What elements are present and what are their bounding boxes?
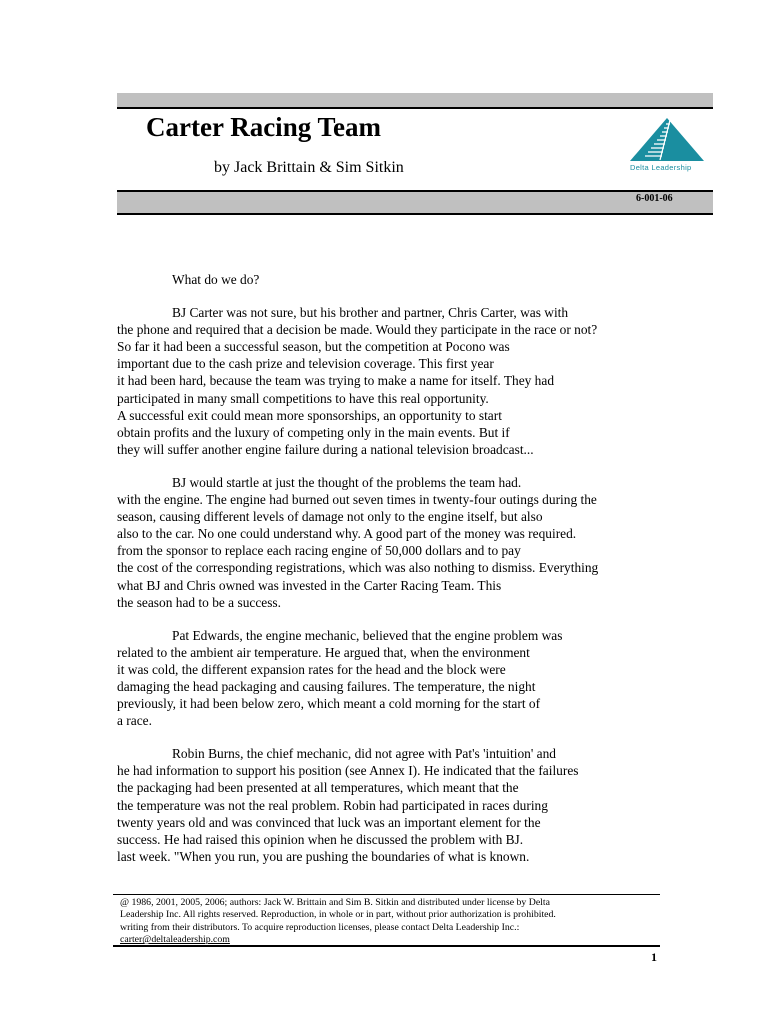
paragraph-line: So far it had been a successful season, but the competition at Pocono was [117, 339, 510, 355]
paragraph [117, 627, 683, 730]
paragraph-line: the phone and required that a decision be made. Would they participate in the race or not? [117, 322, 598, 338]
paragraph-line: twenty years old and was convinced that luck was an important element for the [117, 814, 541, 830]
header-bar-top [117, 93, 713, 109]
paragraph-line: the packaging had been presented at all temperatures, which meant that the [117, 780, 519, 796]
paragraph [117, 271, 683, 288]
paragraph-line: with the engine. The engine had burned out seven times in twenty-four outings during the [117, 492, 597, 508]
paragraph-line: important due to the cash prize and television coverage. This first year [117, 356, 494, 372]
paragraph-line: damaging the head packaging and causing failures. The temperature, the night [117, 678, 536, 694]
paragraph-line: Robin Burns, the chief mechanic, did not agree with Pat's 'intuition' and [172, 746, 556, 762]
copyright-line: writing from their distributors. To acquire reproduction licenses, please contact Delta Leadership Inc.: [120, 921, 520, 933]
paragraph-line: he had information to support his position (see Annex I). He indicated that the failures [117, 763, 579, 779]
body-text [117, 271, 683, 865]
paragraph-line: BJ would startle at just the thought of the problems the team had. [172, 474, 522, 490]
page-number: 1 [651, 950, 657, 964]
paragraph-line: it had been hard, because the team was trying to make a name for itself. They had [117, 373, 555, 389]
paragraph-gap [117, 611, 683, 627]
paragraph-line: BJ Carter was not sure, but his brother and partner, Chris Carter, was with [172, 305, 569, 321]
paragraph-line: also to the car. No one could understand why. A good part of the money was required. [117, 526, 577, 542]
footer-rule [113, 894, 660, 895]
paragraph-line: it was cold, the different expansion rates for the head and the block were [117, 661, 506, 677]
paragraph [117, 745, 683, 865]
paragraph-line: from the sponsor to replace each racing engine of 50,000 dollars and to pay [117, 543, 521, 559]
paragraph-line: A successful exit could mean more sponsorships, an opportunity to start [117, 407, 502, 423]
copyright-note [120, 897, 660, 947]
copyright-line: @ 1986, 2001, 2005, 2006; authors: Jack W. Brittain and Sim B. Sitkin and distributed under license by Delta [120, 897, 550, 908]
paragraph-line: previously, it had been below zero, which meant a cold morning for the start of [117, 696, 541, 712]
contact-email-link[interactable]: carter@deltaleadership.com [120, 934, 230, 946]
paragraph-line: last week. "When you run, you are pushing the boundaries of what is known. [117, 848, 530, 864]
paragraph-line: participated in many small competitions to have this real opportunity. [117, 390, 489, 406]
document-code: 6-001-06 [636, 193, 673, 204]
document-byline: by Jack Brittain & Sim Sitkin [214, 159, 404, 176]
paragraph-line: the temperature was not the real problem. Robin had participated in races during [117, 797, 548, 813]
document-title: Carter Racing Team [146, 112, 381, 142]
paragraph-line: the cost of the corresponding registrations, which was also nothing to dismiss. Everything [117, 560, 599, 576]
paragraph-line: a race. [117, 713, 152, 729]
paragraph [117, 474, 683, 611]
paragraph-gap [117, 458, 683, 474]
logo-wordmark: Delta Leadership [630, 163, 692, 172]
header-bar-bottom [117, 190, 713, 215]
paragraph-line: season, causing different levels of damage not only to the engine itself, but also [117, 509, 543, 525]
paragraph [117, 304, 683, 458]
paragraph-line: Pat Edwards, the engine mechanic, believed that the engine problem was [172, 627, 563, 643]
paragraph-line: What do we do? [172, 272, 260, 287]
paragraph-line: the season had to be a success. [117, 594, 281, 610]
paragraph-line: success. He had raised this opinion when he discussed the problem with BJ. [117, 831, 524, 847]
paragraph-gap [117, 288, 683, 304]
paragraph-line: what BJ and Chris owned was invested in the Carter Racing Team. This [117, 577, 502, 593]
paragraph-line: they will suffer another engine failure during a national television broadcast... [117, 441, 534, 457]
paragraph-line: obtain profits and the luxury of competing only in the main events. But if [117, 424, 510, 440]
paragraph-line: related to the ambient air temperature. He argued that, when the environment [117, 644, 530, 660]
footer-bottom-rule [113, 945, 660, 947]
copyright-line: Leadership Inc. All rights reserved. Reproduction, in whole or in part, without prior authorization is prohibited. [120, 909, 556, 921]
paragraph-gap [117, 729, 683, 745]
